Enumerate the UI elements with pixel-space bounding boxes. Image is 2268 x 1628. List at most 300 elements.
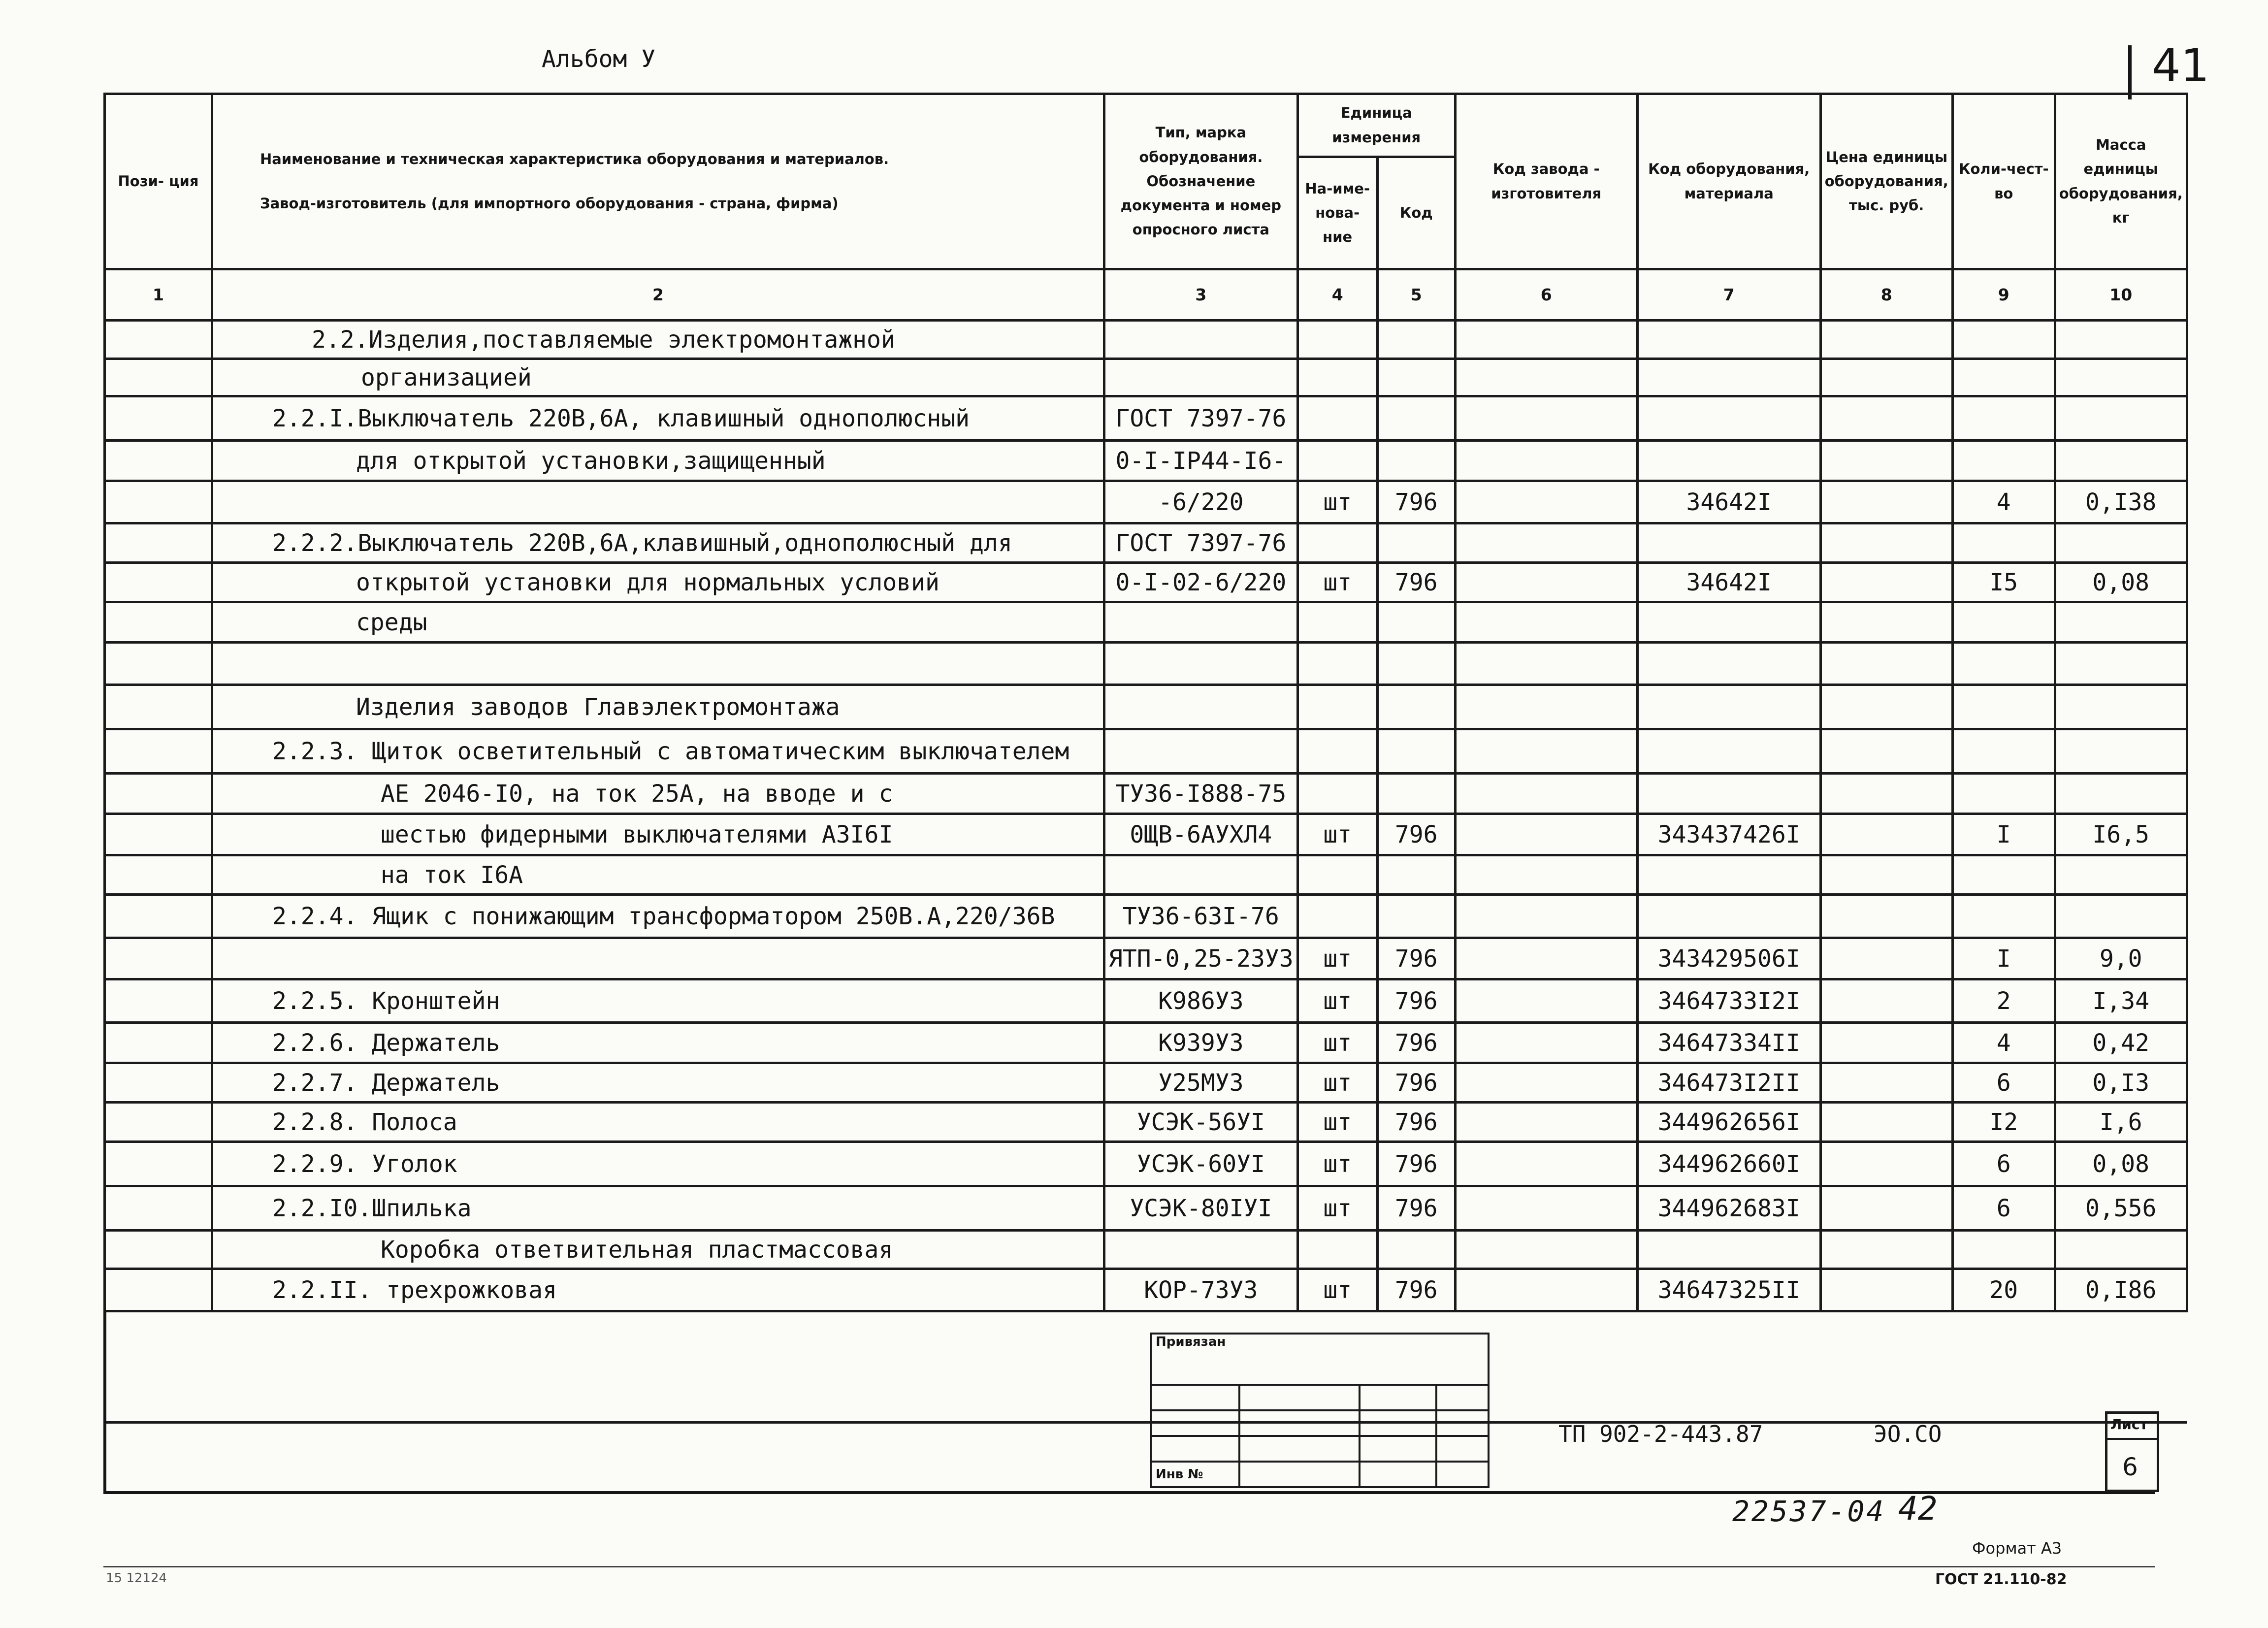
unit-name-cell (1297, 321, 1377, 359)
equipment-code-cell: 34642I (1637, 563, 1820, 602)
type-cell: КОР-73У3 (1104, 1269, 1298, 1311)
table-row (105, 895, 2187, 938)
stamp-cell (1436, 1385, 1489, 1410)
unit-name-cell (1297, 602, 1377, 643)
name-cell: открытой установки для нормальных условий (212, 563, 1104, 602)
mass-cell: I,34 (2055, 979, 2187, 1023)
equipment-code-cell (1637, 774, 1820, 814)
mass-cell (2055, 396, 2187, 441)
mass-cell: 0,08 (2055, 1142, 2187, 1186)
sheet-number: 6 (2122, 1453, 2138, 1481)
table-row (105, 1023, 2187, 1063)
name-cell: Изделия заводов Главэлектромонтажа (212, 685, 1104, 729)
col-num: 6 (1455, 269, 1637, 321)
pos-cell (105, 814, 212, 855)
unit-code-cell: 796 (1377, 1142, 1455, 1186)
type-cell: ГОСТ 7397-76 (1104, 523, 1298, 563)
document-number: ТП 902-2-443.87 (1558, 1421, 1763, 1447)
equipment-code-cell: 344962660I (1637, 1142, 1820, 1186)
equipment-code-cell: 344962656I (1637, 1103, 1820, 1142)
price-cell (1820, 523, 1952, 563)
mass-cell (2055, 359, 2187, 396)
unit-name-cell (1297, 1231, 1377, 1269)
unit-name-cell (1297, 774, 1377, 814)
table-row (105, 685, 2187, 729)
mass-cell: I,6 (2055, 1103, 2187, 1142)
name-cell (212, 643, 1104, 685)
table-body (105, 321, 2187, 1311)
factory-code-cell (1455, 563, 1637, 602)
quantity-cell (1952, 523, 2055, 563)
unit-code-cell (1377, 729, 1455, 774)
price-cell (1820, 321, 1952, 359)
unit-code-cell (1377, 359, 1455, 396)
table-row (105, 602, 2187, 643)
table-row (105, 979, 2187, 1023)
type-cell (1104, 321, 1298, 359)
factory-code-cell (1455, 1103, 1637, 1142)
mass-cell (2055, 643, 2187, 685)
col-num: 4 (1297, 269, 1377, 321)
table-row (105, 643, 2187, 685)
equipment-code-cell (1637, 729, 1820, 774)
name-cell: 2.2.9. Уголок (212, 1142, 1104, 1186)
mass-cell (2055, 855, 2187, 895)
quantity-cell: I5 (1952, 563, 2055, 602)
mass-cell: 0,I86 (2055, 1269, 2187, 1311)
table-row (105, 1231, 2187, 1269)
pos-cell (105, 685, 212, 729)
document-code: ЭО.СО (1874, 1421, 1942, 1447)
name-cell: Коробка ответвительная пластмассовая (212, 1231, 1104, 1269)
mass-cell: 0,08 (2055, 563, 2187, 602)
quantity-cell (1952, 1231, 2055, 1269)
stamp-cell (1360, 1436, 1436, 1462)
price-cell (1820, 563, 1952, 602)
name-cell: 2.2.6. Держатель (212, 1023, 1104, 1063)
equipment-code-cell: 343437426I (1637, 814, 1820, 855)
type-cell (1104, 1231, 1298, 1269)
equipment-code-cell (1637, 359, 1820, 396)
page-number: 41 (2152, 39, 2210, 92)
table-row (105, 855, 2187, 895)
price-cell (1820, 1023, 1952, 1063)
factory-code-cell (1455, 523, 1637, 563)
table-row (105, 396, 2187, 441)
col-num: 9 (1952, 269, 2055, 321)
table-row (105, 1269, 2187, 1311)
equipment-code-cell: 346473I2II (1637, 1063, 1820, 1103)
name-cell: АЕ 2046-I0, на ток 25А, на вводе и с (212, 774, 1104, 814)
paper-format: Формат А3 (1972, 1539, 2062, 1558)
pos-cell (105, 1142, 212, 1186)
stamp-cell (1239, 1410, 1360, 1436)
pos-cell (105, 1231, 212, 1269)
unit-name-cell: шт (1297, 814, 1377, 855)
price-cell (1820, 895, 1952, 938)
quantity-cell (1952, 729, 2055, 774)
pos-cell (105, 563, 212, 602)
col-num: 7 (1637, 269, 1820, 321)
name-cell: 2.2.2.Выключатель 220В,6А,клавишный,однополюсный для (212, 523, 1104, 563)
factory-code-cell (1455, 1186, 1637, 1231)
price-cell (1820, 1186, 1952, 1231)
quantity-cell (1952, 895, 2055, 938)
mass-cell (2055, 729, 2187, 774)
stamp-cell (1360, 1385, 1436, 1410)
stamp-cell (1360, 1410, 1436, 1436)
price-cell (1820, 602, 1952, 643)
unit-code-cell: 796 (1377, 1186, 1455, 1231)
unit-code-cell (1377, 523, 1455, 563)
unit-code-cell (1377, 895, 1455, 938)
name-cell: организацией (212, 359, 1104, 396)
price-cell (1820, 643, 1952, 685)
mass-cell (2055, 895, 2187, 938)
table-row (105, 729, 2187, 774)
unit-name-cell: шт (1297, 1063, 1377, 1103)
name-cell: шестью фидерными выключателями А3I6I (212, 814, 1104, 855)
name-cell: 2.2.II. трехрожковая (212, 1269, 1104, 1311)
unit-code-cell (1377, 774, 1455, 814)
column-numbers-row (105, 269, 2187, 321)
pos-cell (105, 979, 212, 1023)
pos-cell (105, 1103, 212, 1142)
type-cell: К939У3 (1104, 1023, 1298, 1063)
type-cell: У25МУ3 (1104, 1063, 1298, 1103)
equipment-code-cell: 3464733I2I (1637, 979, 1820, 1023)
stamp-cell (1151, 1385, 1239, 1410)
quantity-cell: I (1952, 938, 2055, 979)
name-cell: 2.2.7. Держатель (212, 1063, 1104, 1103)
pos-cell (105, 1063, 212, 1103)
pos-cell (105, 895, 212, 938)
quantity-cell (1952, 321, 2055, 359)
pos-cell (105, 1023, 212, 1063)
factory-code-cell (1455, 1063, 1637, 1103)
pos-cell (105, 523, 212, 563)
mass-cell: 0,556 (2055, 1186, 2187, 1231)
unit-code-cell (1377, 321, 1455, 359)
type-cell: УСЭК-60УI (1104, 1142, 1298, 1186)
pos-cell (105, 1186, 212, 1231)
header-price: Цена единицы оборудования, тыс. руб. (1820, 94, 1952, 269)
mass-cell: 0,42 (2055, 1023, 2187, 1063)
header-name (212, 94, 1104, 269)
stray-mark: 15 12124 (106, 1571, 167, 1586)
unit-code-cell (1377, 685, 1455, 729)
type-cell: 0-I-IP44-I6- (1104, 441, 1298, 481)
table-row (105, 1142, 2187, 1186)
name-cell: 2.2.5. Кронштейн (212, 979, 1104, 1023)
unit-name-cell (1297, 643, 1377, 685)
equipment-code-cell: 343429506I (1637, 938, 1820, 979)
price-cell (1820, 481, 1952, 523)
name-cell: 2.2.4. Ящик с понижающим трансформатором 250В.А,220/36В (212, 895, 1104, 938)
mass-cell (2055, 321, 2187, 359)
unit-name-cell (1297, 396, 1377, 441)
pos-cell (105, 1269, 212, 1311)
unit-name-cell: шт (1297, 1269, 1377, 1311)
factory-code-cell (1455, 774, 1637, 814)
unit-name-cell (1297, 359, 1377, 396)
equipment-code-cell (1637, 321, 1820, 359)
bottom-border (103, 1491, 2155, 1494)
unit-code-cell: 796 (1377, 1023, 1455, 1063)
col-num: 2 (212, 269, 1104, 321)
mass-cell (2055, 523, 2187, 563)
unit-code-cell (1377, 396, 1455, 441)
quantity-cell (1952, 359, 2055, 396)
stamp-cell (1436, 1436, 1489, 1462)
type-cell: ГОСТ 7397-76 (1104, 396, 1298, 441)
unit-code-cell (1377, 643, 1455, 685)
type-cell: ТУ36-I888-75 (1104, 774, 1298, 814)
unit-code-cell (1377, 1231, 1455, 1269)
stamp-cell (1436, 1410, 1489, 1436)
quantity-cell (1952, 685, 2055, 729)
unit-code-cell: 796 (1377, 563, 1455, 602)
price-cell (1820, 855, 1952, 895)
equipment-code-cell (1637, 643, 1820, 685)
approval-stamp (1150, 1333, 1490, 1488)
unit-code-cell: 796 (1377, 1063, 1455, 1103)
mass-cell: 9,0 (2055, 938, 2187, 979)
mass-cell: I6,5 (2055, 814, 2187, 855)
name-cell (212, 481, 1104, 523)
quantity-cell: 20 (1952, 1269, 2055, 1311)
type-cell: ЯТП-0,25-23У3 (1104, 938, 1298, 979)
quantity-cell (1952, 643, 2055, 685)
table-row (105, 938, 2187, 979)
price-cell (1820, 979, 1952, 1023)
quantity-cell (1952, 441, 2055, 481)
equipment-code-cell (1637, 685, 1820, 729)
unit-name-cell (1297, 523, 1377, 563)
pos-cell (105, 855, 212, 895)
factory-code-cell (1455, 685, 1637, 729)
price-cell (1820, 1142, 1952, 1186)
table-tail-row (105, 1311, 2187, 1423)
quantity-cell: I (1952, 814, 2055, 855)
mass-cell (2055, 602, 2187, 643)
pos-cell (105, 481, 212, 523)
name-cell: 2.2.Изделия,поставляемые электромонтажной (212, 321, 1104, 359)
factory-code-cell (1455, 643, 1637, 685)
type-cell: 0-I-02-6/220 (1104, 563, 1298, 602)
page-number-bar (2128, 45, 2132, 99)
price-cell (1820, 1103, 1952, 1142)
archive-page: 42 (1898, 1490, 1938, 1528)
stamp-cell (1239, 1385, 1360, 1410)
type-cell (1104, 643, 1298, 685)
header-type: Тип, марка оборудования. Обозначение документа и номер опросного листа (1104, 94, 1298, 269)
table-row (105, 1063, 2187, 1103)
mass-cell: 0,I3 (2055, 1063, 2187, 1103)
name-cell: 2.2.I.Выключатель 220В,6А, клавишный однополюсный (212, 396, 1104, 441)
unit-code-cell (1377, 602, 1455, 643)
stamp-cell (1151, 1436, 1239, 1462)
gost-reference: ГОСТ 21.110-82 (1935, 1571, 2067, 1588)
equipment-code-cell (1637, 855, 1820, 895)
stamp-cell (1360, 1462, 1436, 1487)
unit-name-cell: шт (1297, 1186, 1377, 1231)
equipment-code-cell: 34642I (1637, 481, 1820, 523)
unit-name-cell: шт (1297, 979, 1377, 1023)
factory-code-cell (1455, 359, 1637, 396)
type-cell: К986У3 (1104, 979, 1298, 1023)
factory-code-cell (1455, 481, 1637, 523)
unit-name-cell: шт (1297, 1142, 1377, 1186)
price-cell (1820, 359, 1952, 396)
quantity-cell: 6 (1952, 1142, 2055, 1186)
factory-code-cell (1455, 441, 1637, 481)
equipment-code-cell (1637, 441, 1820, 481)
factory-code-cell (1455, 979, 1637, 1023)
pos-cell (105, 938, 212, 979)
header-quantity: Коли-чест-во (1952, 94, 2055, 269)
type-cell (1104, 359, 1298, 396)
stamp-inv: Инв № (1151, 1462, 1239, 1487)
quantity-cell (1952, 396, 2055, 441)
header-position: Пози- ция (105, 94, 212, 269)
pos-cell (105, 396, 212, 441)
type-cell: УСЭК-80IУI (1104, 1186, 1298, 1231)
unit-name-cell (1297, 729, 1377, 774)
unit-code-cell: 796 (1377, 481, 1455, 523)
name-cell: среды (212, 602, 1104, 643)
price-cell (1820, 396, 1952, 441)
factory-code-cell (1455, 1231, 1637, 1269)
table-row (105, 1103, 2187, 1142)
header-unit-group: Единица измерения (1297, 94, 1455, 157)
factory-code-cell (1455, 1023, 1637, 1063)
factory-code-cell (1455, 814, 1637, 855)
table-row (105, 481, 2187, 523)
name-cell: 2.2.I0.Шпилька (212, 1186, 1104, 1231)
price-cell (1820, 729, 1952, 774)
price-cell (1820, 685, 1952, 729)
type-cell (1104, 685, 1298, 729)
table-row (105, 774, 2187, 814)
factory-code-cell (1455, 855, 1637, 895)
type-cell: ТУ36-63I-76 (1104, 895, 1298, 938)
header-factory-code: Код завода - изготовителя (1455, 94, 1637, 269)
price-cell (1820, 774, 1952, 814)
pos-cell (105, 359, 212, 396)
footer-rule (103, 1566, 2155, 1567)
factory-code-cell (1455, 602, 1637, 643)
stamp-cell (1151, 1410, 1239, 1436)
unit-name-cell (1297, 441, 1377, 481)
mass-cell (2055, 1231, 2187, 1269)
header-unit-code: Код (1377, 157, 1455, 269)
pos-cell (105, 643, 212, 685)
name-cell (212, 938, 1104, 979)
price-cell (1820, 1231, 1952, 1269)
equipment-code-cell: 344962683I (1637, 1186, 1820, 1231)
album-title: Альбом У (542, 45, 656, 73)
factory-code-cell (1455, 895, 1637, 938)
unit-code-cell: 796 (1377, 979, 1455, 1023)
table-tail (105, 1311, 2187, 1423)
col-num: 10 (2055, 269, 2187, 321)
table-row (105, 441, 2187, 481)
pos-cell (105, 774, 212, 814)
quantity-cell: 6 (1952, 1186, 2055, 1231)
quantity-cell: 2 (1952, 979, 2055, 1023)
name-cell: для открытой установки,защищенный (212, 441, 1104, 481)
quantity-cell (1952, 602, 2055, 643)
quantity-cell: 4 (1952, 1023, 2055, 1063)
type-cell (1104, 602, 1298, 643)
stamp-cell (1436, 1462, 1489, 1487)
specification-table (103, 93, 2188, 1424)
equipment-code-cell: 34647325II (1637, 1269, 1820, 1311)
stamp-bound: Привязан (1151, 1334, 1489, 1385)
factory-code-cell (1455, 729, 1637, 774)
mass-cell: 0,I38 (2055, 481, 2187, 523)
col-num: 3 (1104, 269, 1298, 321)
stamp-cell (1239, 1462, 1360, 1487)
sheet-divider (2105, 1438, 2157, 1440)
mass-cell (2055, 685, 2187, 729)
sheet-label: Лист (2110, 1416, 2148, 1433)
equipment-code-cell (1637, 602, 1820, 643)
factory-code-cell (1455, 396, 1637, 441)
equipment-code-cell (1637, 396, 1820, 441)
equipment-code-cell: 34647334II (1637, 1023, 1820, 1063)
factory-code-cell (1455, 938, 1637, 979)
unit-code-cell: 796 (1377, 1269, 1455, 1311)
pos-cell (105, 441, 212, 481)
col-num: 5 (1377, 269, 1455, 321)
unit-code-cell: 796 (1377, 938, 1455, 979)
mass-cell (2055, 774, 2187, 814)
col-num: 8 (1820, 269, 1952, 321)
price-cell (1820, 1269, 1952, 1311)
equipment-code-cell (1637, 1231, 1820, 1269)
header-mass: Масса единицы оборудования, кг (2055, 94, 2187, 269)
factory-code-cell (1455, 1269, 1637, 1311)
quantity-cell (1952, 855, 2055, 895)
quantity-cell (1952, 774, 2055, 814)
unit-name-cell: шт (1297, 481, 1377, 523)
type-cell (1104, 855, 1298, 895)
unit-name-cell: шт (1297, 1023, 1377, 1063)
table-row (105, 321, 2187, 359)
table-row (105, 814, 2187, 855)
table-row (105, 523, 2187, 563)
quantity-cell: I2 (1952, 1103, 2055, 1142)
unit-name-cell (1297, 895, 1377, 938)
factory-code-cell (1455, 1142, 1637, 1186)
type-cell (1104, 729, 1298, 774)
mass-cell (2055, 441, 2187, 481)
type-cell: УСЭК-56УI (1104, 1103, 1298, 1142)
factory-code-cell (1455, 321, 1637, 359)
unit-code-cell (1377, 855, 1455, 895)
unit-code-cell: 796 (1377, 814, 1455, 855)
stamp-cell (1239, 1436, 1360, 1462)
unit-name-cell (1297, 685, 1377, 729)
header-name-line1: Наименование и техническая характеристика оборудования и материалов. (260, 151, 889, 168)
unit-name-cell: шт (1297, 1103, 1377, 1142)
price-cell (1820, 441, 1952, 481)
unit-code-cell (1377, 441, 1455, 481)
type-cell: 0ЩВ-6АУХЛ4 (1104, 814, 1298, 855)
price-cell (1820, 1063, 1952, 1103)
